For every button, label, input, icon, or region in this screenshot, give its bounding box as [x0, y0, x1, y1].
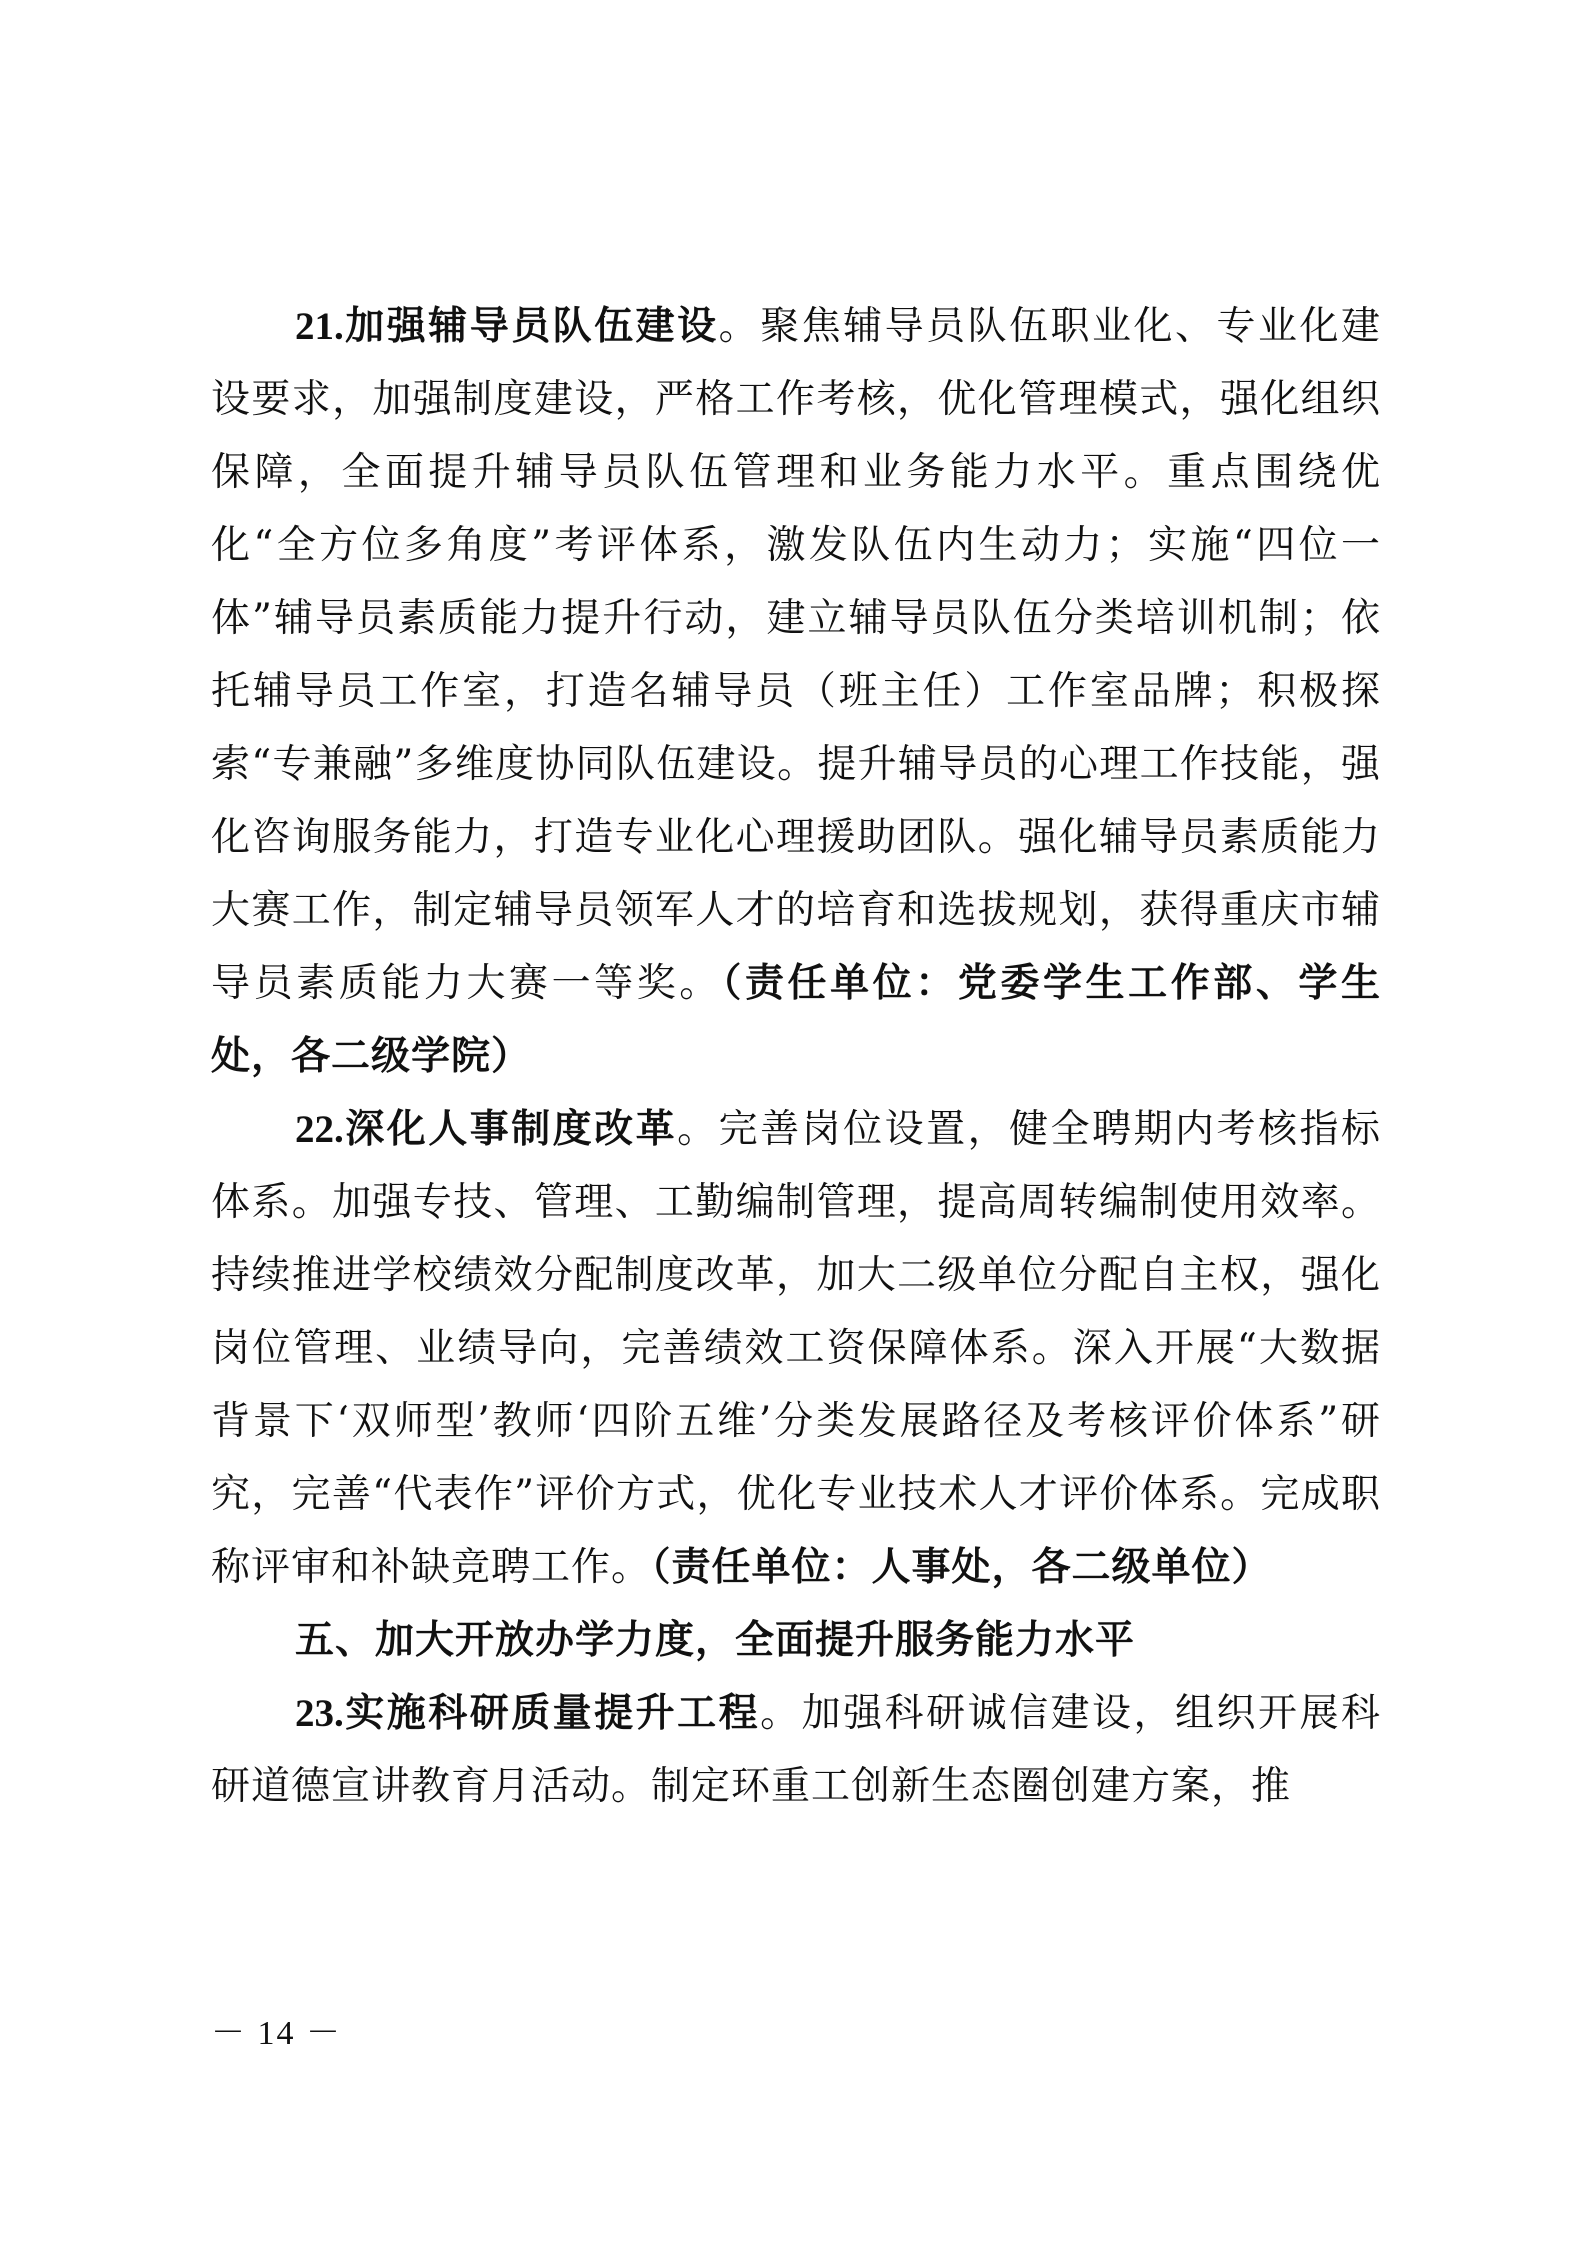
item-22-responsibility: （责任单位：人事处，各二级单位） — [651, 1545, 1272, 1590]
item-22-body: 。完善岗位设置，健全聘期内考核指标体系。加强专技、管理、工勤编制管理，提高周转编制使用效率。持续推进学校绩效分配制度改革，加大二级单位分配自主权，强化岗位管理、业绩导向，完善绩效工资保障体系。深入开展“大数据背景下‘双师型’教师‘四阶五维’分类发展路径及考核评价体系”研究，完善“代表作”评价方式，优化专业技术人才评价体系。完成职称评审和补缺竞聘工作。 — [211, 1107, 1381, 1590]
section-heading: 五、加大开放办学力度，全面提升服务能力水平 — [295, 1618, 1136, 1663]
document-page — [211, 290, 1381, 1823]
item-23-title: 实施科研质量提升工程 — [343, 1691, 761, 1736]
item-23-paragraph — [211, 1677, 1381, 1823]
item-21-title: 加强辅导员队伍建设 — [343, 304, 719, 349]
item-22-number: 22. — [295, 1108, 344, 1151]
item-23-body: 。加强科研诚信建设，组织开展科研道德宣讲教育月活动。制定环重工创新生态圈创建方案，推 — [211, 1691, 1381, 1809]
item-21-number: 21. — [295, 305, 344, 348]
page-number: － 14 － — [211, 2015, 342, 2052]
item-22-title: 深化人事制度改革 — [343, 1107, 678, 1152]
item-21-body: 。聚焦辅导员队伍职业化、专业化建设要求，加强制度建设，严格工作考核，优化管理模式，强化组织保障，全面提升辅导员队伍管理和业务能力水平。重点围绕优化“全方位多角度”考评体系，激发队伍内生动力；实施“四位一体”辅导员素质能力提升行动，建立辅导员队伍分类培训机制；依托辅导员工作室，打造名辅导员（班主任）工作室品牌；积极探索“专兼融”多维度协同队伍建设。提升辅导员的心理工作技能，强化咨询服务能力，打造专业化心理援助团队。强化辅导员素质能力大赛工作，制定辅导员领军人才的培育和选拔规划，获得重庆市辅导员素质能力大赛一等奖。 — [211, 304, 1381, 1006]
item-23-number: 23. — [295, 1692, 344, 1735]
item-21-responsibility: （责任单位：党委学生工作部、学生处，各二级学院） — [211, 961, 1381, 1079]
item-21-paragraph — [211, 290, 1381, 1093]
item-22-paragraph — [211, 1093, 1381, 1604]
